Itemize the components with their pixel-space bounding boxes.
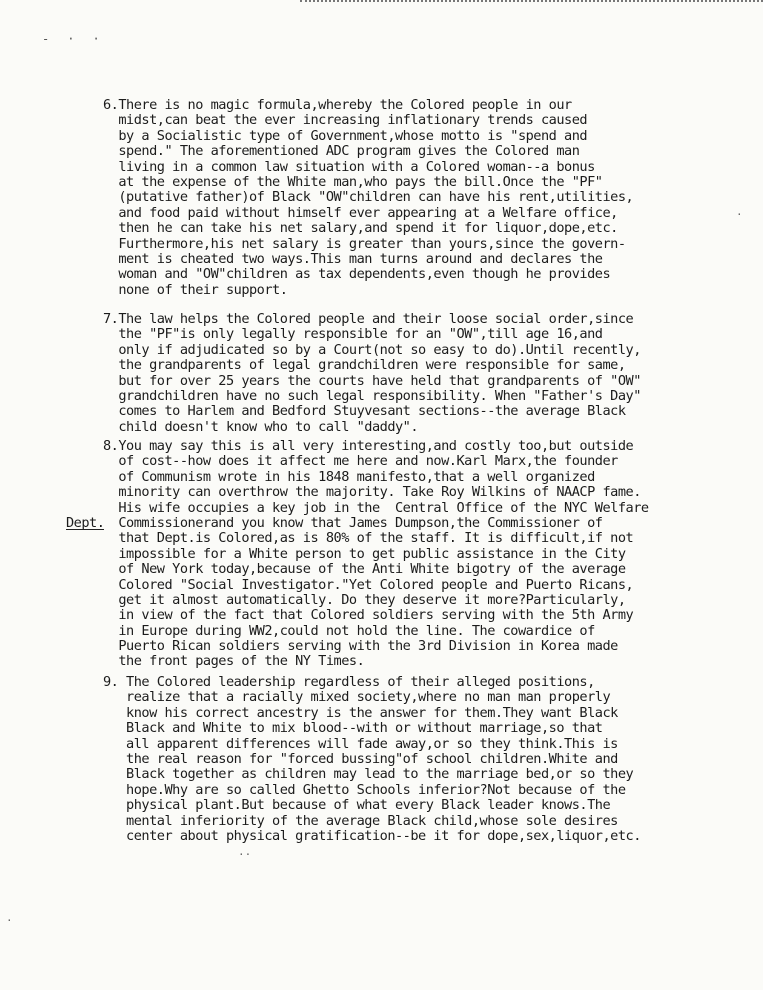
text-line: none of their support. [103,281,288,298]
text-line: Black together as children may lead to the marriage bed,or so they [103,766,634,783]
text-line: hope.Why are so called Ghetto Schools inferior?Not because of the [103,781,626,798]
text-line: center about physical gratification--be it for dope,sex,liquor,etc. [103,827,641,844]
text-line: child doesn't know who to call "daddy". [103,418,419,435]
text-line: of cost--how does it affect me here and now.Karl Marx,the founder [103,453,618,470]
scan-speck: ·· [238,848,252,861]
text-line: spend." The aforementioned ADC program gives the Colored man [103,143,580,160]
paragraph-8 [103,439,649,670]
paragraph-6 [103,98,633,298]
text-line: physical plant.But because of what every Black leader knows.The [103,797,611,814]
top-edge-rule [300,0,763,4]
text-line: grandchildren have no such legal responsibility. When "Father's Day" [103,387,641,404]
text-line: Furthermore,his net salary is greater than yours,since the govern- [103,235,626,252]
text-line: know his correct ancestry is the answer for them.They want Black [103,704,618,721]
text-line: only if adjudicated so by a Court(not so easy to do).Until recently, [103,341,641,358]
text-line: in Europe during WW2,could not hold the line. The cowardice of [103,622,595,639]
text-line: impossible for a White person to get public assistance in the City [103,545,626,562]
text-line: 7.The law helps the Colored people and their loose social order,since [103,311,634,327]
text-line: of New York today,because of the Anti White bigotry of the average [103,561,626,578]
text-line: woman and "OW"children as tax dependents,even though he provides [103,266,611,283]
text-line: the "PF"is only legally responsible for an "OW",till age 16,and [103,326,603,343]
text-line: midst,can beat the ever increasing inflationary trends caused [103,112,588,129]
text-line: Puerto Rican soldiers serving with the 3rd Division in Korea made [103,638,618,655]
paragraph-7 [103,312,641,435]
text-line: realize that a racially mixed society,where no man man properly [103,689,611,706]
text-line: mental inferiority of the average Black child,whose sole desires [103,812,618,829]
text-line: the front pages of the NY Times. [103,653,365,670]
text-line: comes to Harlem and Bedford Stuyvesant sections--the average Black [103,403,626,420]
scan-speck: · [736,208,743,221]
text-line: Colored "Social Investigator."Yet Colored people and Puerto Ricans, [103,576,634,593]
margin-note-dept: Dept. [66,515,105,531]
text-line: of Communism wrote in his 1848 manifesto,that a well organized [103,468,595,485]
scan-specks: -·· [42,32,118,46]
text-line: 6.There is no magic formula,whereby the Colored people in our [103,97,572,113]
text-line: then he can take his net salary,and spend it for liquor,dope,etc. [103,220,618,237]
text-line: the real reason for "forced bussing"of school children.White and [103,750,618,767]
paragraph-9 [103,675,641,844]
scan-speck: · [6,914,13,927]
text-line: by a Socialistic type of Government,whose motto is "spend and [103,127,588,144]
text-line: Black and White to mix blood--with or without marriage,so that [103,720,603,737]
text-line: that Dept.is Colored,as is 80% of the staff. It is difficult,if not [103,530,634,547]
text-line: get it almost automatically. Do they deserve it more?Particularly, [103,591,626,608]
text-line: minority can overthrow the majority. Take Roy Wilkins of NAACP fame. [103,484,641,501]
text-line: and food paid without himself ever appearing at a Welfare office, [103,204,618,221]
text-line: the grandparents of legal grandchildren were responsible for same, [103,357,626,374]
text-line: living in a common law situation with a Colored woman--a bonus [103,158,595,175]
text-line: ment is cheated two ways.This man turns around and declares the [103,250,603,267]
text-line: but for over 25 years the courts have held that grandparents of "OW" [103,372,641,389]
text-line: at the expense of the White man,who pays the bill.Once the "PF" [103,173,603,190]
text-line: in view of the fact that Colored soldiers serving with the 5th Army [103,607,634,624]
text-line: all apparent differences will fade away,or so they think.This is [103,735,618,752]
text-line: His wife occupies a key job in the Central Office of the NYC Welfare [103,499,649,516]
text-line: 8.You may say this is all very interesting,and costly too,but outside [103,438,634,454]
text-line: 9. The Colored leadership regardless of their alleged positions, [103,674,595,690]
text-line: (putative father)of Black "OW"children can have his rent,utilities, [103,189,634,206]
text-line: Commissionerand you know that James Dumpson,the Commissioner of [103,514,603,531]
